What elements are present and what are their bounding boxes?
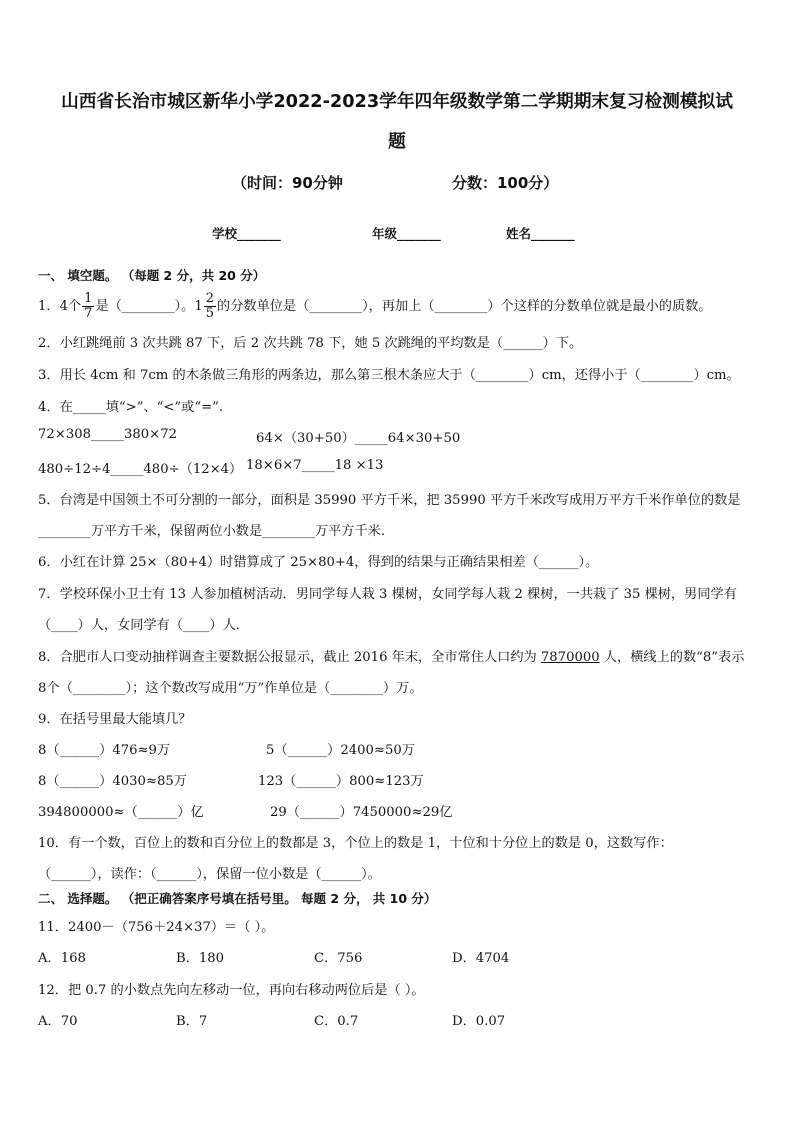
fraction-1-7 [82,292,94,321]
question-4-row1-a: 72×308_____380×72 [38,427,177,442]
question-4-row1-b: 64×（30+50）_____64×30+50 [256,431,461,446]
name-field: 姓名_______ [506,226,575,241]
question-1-part-c: 的分数单位是（________），再加上（________）个这样的分数单位就是最小的质数。 [217,299,712,314]
page-title-continued: 题 [388,132,406,152]
question-9-row3-b: 29（______）7450000≈29亿 [270,805,453,820]
question-10-line2: （______），读作：（______），保留一位小数是（______）。 [38,867,381,882]
question-9-row2-b: 123（______）800≈123万 [258,774,424,789]
fraction-denominator: 5 [205,306,215,321]
question-9: 9．在括号里最大能填几？ [38,712,192,727]
question-11-option-a: A．168 [38,951,86,966]
question-12-option-b: B．7 [176,1014,208,1029]
question-4-row2-b: 18×6×7_____18 ×13 [246,458,384,473]
fraction-2-5 [204,292,216,321]
question-3: 3．用长 4cm 和 7cm 的木条做三角形的两条边，那么第三根木条应大于（________）cm，还得小于（________）cm。 [38,368,740,383]
question-9-row2-a: 8（______）4030≈85万 [38,774,187,789]
page-title: 山西省长治市城区新华小学2022-2023学年四年级数学第二学期期末复习检测模拟试 [61,92,733,112]
grade-field: 年级_______ [372,226,441,241]
question-5-line2: ________万平方千米，保留两位小数是________万平方千米. [38,524,386,539]
question-8-part-a: 8．合肥市人口变动抽样调查主要数据公报显示，截止 2016 年末，全市常住人口约为 [38,650,541,665]
question-8-line2: 8个（________）；这个数改写成用“万”作单位是（________）万。 [38,681,423,696]
exam-time: （时间：90分钟 [232,174,343,192]
question-4: 4．在_____填“>”、“<”或“=”. [38,400,224,415]
question-12-option-d: D．0.07 [452,1014,506,1029]
question-12-option-c: C．0.7 [314,1014,359,1029]
question-11-option-c: C．756 [314,951,363,966]
question-1 [38,288,712,326]
question-11-option-b: B．180 [176,951,225,966]
question-9-row1-a: 8（______）476≈9万 [38,743,171,758]
school-field: 学校_______ [212,226,281,241]
question-1-part-a: 1．4个 [38,299,82,314]
question-5: 5．台湾是中国领土不可分割的一部分，面积是 35990 平方千米，把 35990 平方千米改写成用万平方千米作单位的数是 [38,493,741,508]
question-7: 7．学校环保小卫士有 13 人参加植树活动．男同学每人栽 3 棵树，女同学每人栽 2 棵树，一共栽了 35 棵树，男同学有 [38,587,737,602]
question-4-row2-a: 480÷12÷4_____480÷（12×4） [38,462,243,477]
question-11: 11．2400－（756＋24×37）＝（ ）。 [38,920,275,935]
underlined-number: 7870000 [540,650,600,665]
question-10: 10．有一个数，百位上的数和百分位上的数都是 3，个位上的数是 1，十位和十分位上的数是 0，这数写作： [38,836,673,851]
fraction-numerator: 1 [84,291,93,306]
question-7-line2: （____）人，女同学有（____）人． [38,618,249,633]
question-6: 6．小红在计算 25×（80+4）时错算成了 25×80+4，得到的结果与正确结果相差（______）。 [38,555,599,570]
exam-score: 分数：100分） [452,174,559,192]
question-12: 12．把 0.7 的小数点先向左移动一位，再向右移动两位后是（ ）。 [38,983,425,998]
section-heading-fill-blank: 一、 填空题。 （每题 2 分，共 20 分） [38,268,266,283]
question-12-option-a: A．70 [38,1014,78,1029]
question-8 [38,646,744,665]
question-1-part-b: 是（________）。1 [95,299,203,314]
fraction-numerator: 2 [205,291,215,306]
question-2: 2．小红跳绳前 3 次共跳 87 下，后 2 次共跳 78 下，她 5 次跳绳的平均数是（______）下。 [38,336,583,351]
question-9-row1-b: 5（______）2400≈50万 [266,743,415,758]
fraction-denominator: 7 [84,306,93,321]
question-11-option-d: D．4704 [452,951,510,966]
question-9-row3-a: 394800000≈（______）亿 [38,805,204,820]
section-heading-multiple-choice: 二、 选择题。 （把正确答案序号填在括号里。 每题 2 分， 共 10 分） [38,891,437,906]
question-8-part-b: 人，横线上的数“8”表示 [599,650,745,665]
